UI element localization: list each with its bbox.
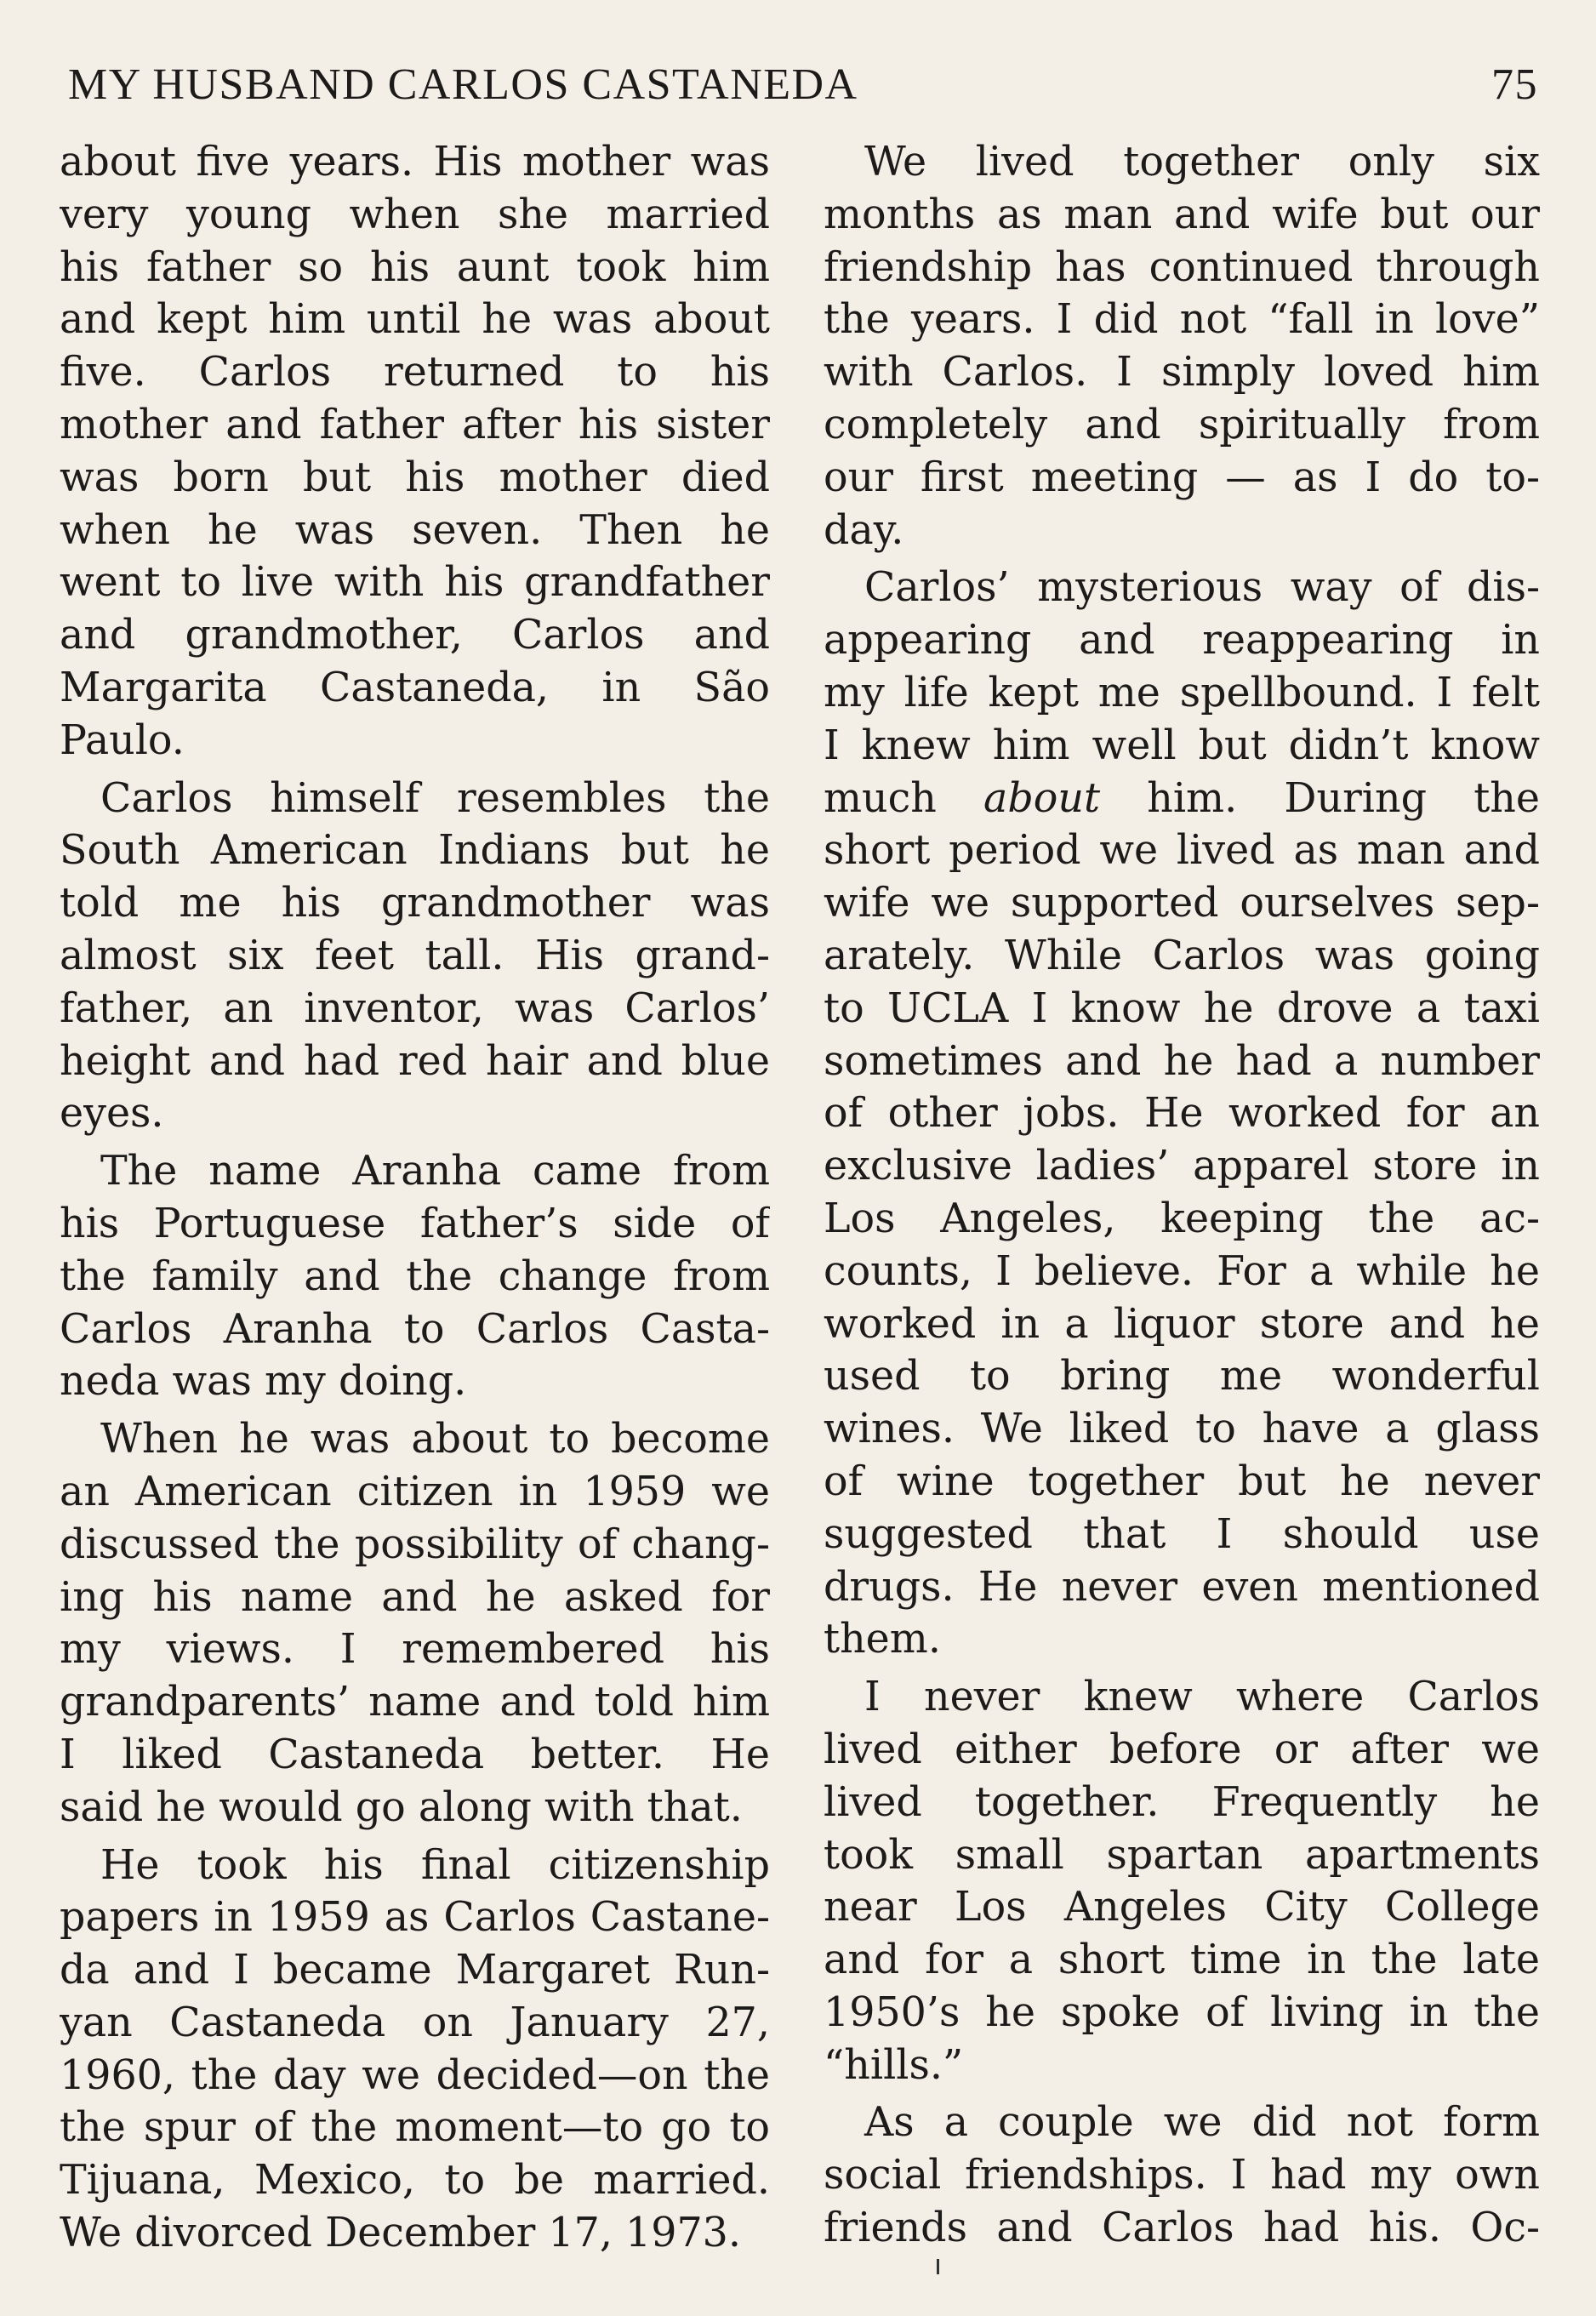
text-line: exclusive ladies’ apparel store in (824, 1143, 1540, 1190)
text-line: 1960, the day we decided—on the (60, 2051, 770, 2099)
text-line: them. (824, 1616, 941, 1663)
text-line: used to bring me wonderful (824, 1353, 1540, 1400)
text-line: Margarita Castaneda, in São (60, 664, 770, 711)
text-line: told me his grandmother was (60, 880, 770, 927)
text-line: lived either before or after we (824, 1726, 1540, 1773)
running-header (68, 60, 1538, 119)
running-title: MY HUSBAND CARLOS CASTANEDA (68, 60, 858, 109)
text-line: South American Indians but he (60, 827, 770, 875)
page-number: 75 (1491, 60, 1538, 109)
text-line: papers in 1959 as Carlos Castane- (60, 1894, 770, 1942)
left-column (60, 136, 770, 2260)
text-line: of wine together but he never (824, 1457, 1540, 1505)
text-line: five. Carlos returned to his (60, 349, 770, 396)
text-line: months as man and wife but our (824, 191, 1540, 238)
text-line: the family and the change from (60, 1252, 770, 1300)
text-line: mother and father after his sister (60, 401, 770, 448)
text-line: the spur of the moment—to go to (60, 2104, 770, 2152)
text-line: to UCLA I know he drove a taxi (824, 984, 1540, 1032)
text-line: “hills.” (824, 2041, 964, 2089)
text-line: Carlos Aranha to Carlos Casta- (60, 1305, 770, 1353)
text-line: grandparents’ name and told him (60, 1679, 770, 1726)
text-line: with Carlos. I simply loved him (824, 349, 1540, 396)
text-line: his father so his aunt took him (60, 243, 770, 291)
text-line: when he was seven. Then he (60, 506, 770, 554)
text-line: height and had red hair and blue (60, 1037, 770, 1085)
text-line: worked in a liquor store and he (824, 1300, 1540, 1348)
text-line: very young when she married (60, 191, 770, 238)
text-line: I knew him well but didn’t know (824, 722, 1540, 769)
text-line: When he was about to become (100, 1416, 770, 1463)
text-line: Carlos’ mysterious way of dis- (864, 564, 1540, 612)
text-line: my views. I remembered his (60, 1626, 770, 1674)
text-line: Tijuana, Mexico, to be married. (60, 2157, 770, 2205)
text-fragment: much about him. During the (824, 774, 1540, 822)
print-mark (937, 2259, 939, 2274)
text-line: short period we lived as man and (824, 827, 1540, 875)
text-line: day. (824, 506, 904, 554)
text-line: appearing and reappearing in (824, 617, 1540, 665)
text-line: near Los Angeles City College (824, 1884, 1540, 1931)
text-line: arately. While Carlos was going (824, 932, 1540, 979)
text-line-with-emphasis (824, 773, 1540, 825)
text-line: said he would go along with that. (60, 1783, 743, 1831)
text-line: of other jobs. He worked for an (824, 1090, 1540, 1138)
text-line: I liked Castaneda better. He (60, 1731, 770, 1778)
text-line: sometimes and he had a number (824, 1037, 1540, 1085)
text-line: my life kept me spellbound. I felt (824, 669, 1540, 716)
text-line: friends and Carlos had his. Oc- (824, 2205, 1540, 2252)
text-line: social friendships. I had my own (824, 2152, 1540, 2199)
text-line: da and I became Margaret Run- (60, 1947, 770, 1994)
text-line: his Portuguese father’s side of (60, 1200, 770, 1247)
text-line: Carlos himself resembles the (100, 774, 770, 822)
text-line: eyes. (60, 1090, 164, 1138)
text-line: was born but his mother died (60, 454, 770, 501)
text-line: discussed the possibility of chang- (60, 1520, 770, 1568)
text-line: about five years. His mother was (60, 139, 770, 185)
text-line: lived together. Frequently he (824, 1778, 1540, 1826)
text-line: drugs. He never even mentioned (824, 1563, 1540, 1611)
text-line: We lived together only six (864, 139, 1540, 185)
text-line: We divorced December 17, 1973. (60, 2210, 742, 2257)
right-column (824, 136, 1540, 2255)
text-line: almost six feet tall. His grand- (60, 932, 770, 979)
text-line: the years. I did not “fall in love” (824, 296, 1540, 344)
text-line: Paulo. (60, 716, 185, 764)
text-line: completely and spiritually from (824, 401, 1540, 448)
text-line: I never knew where Carlos (864, 1674, 1540, 1721)
text-line: and grandmother, Carlos and (60, 612, 770, 659)
text-line: The name Aranha came from (100, 1148, 770, 1195)
text-line: and kept him until he was about (60, 296, 770, 344)
text-line: father, an inventor, was Carlos’ (60, 984, 770, 1032)
text-line: Los Angeles, keeping the ac- (824, 1195, 1540, 1242)
text-line: neda was my doing. (60, 1358, 467, 1406)
text-line: ing his name and he asked for (60, 1573, 770, 1621)
text-line: wines. We liked to have a glass (824, 1406, 1540, 1453)
text-line: wife we supported ourselves sep- (824, 880, 1540, 927)
text-line: As a couple we did not form (864, 2099, 1540, 2147)
text-line: He took his final citizenship (100, 1841, 770, 1889)
text-line: went to live with his grandfather (60, 559, 770, 607)
text-line: 1950’s he spoke of living in the (824, 1988, 1540, 2036)
text-line: took small spartan apartments (824, 1831, 1540, 1879)
text-line: suggested that I should use (824, 1510, 1540, 1558)
text-line: our first meeting — as I do to- (824, 454, 1540, 501)
text-line: friendship has continued through (824, 243, 1540, 291)
text-line: yan Castaneda on January 27, (60, 1999, 770, 2046)
text-line: counts, I believe. For a while he (824, 1247, 1540, 1295)
text-line: and for a short time in the late (824, 1937, 1540, 1984)
text-line: an American citizen in 1959 we (60, 1468, 770, 1515)
